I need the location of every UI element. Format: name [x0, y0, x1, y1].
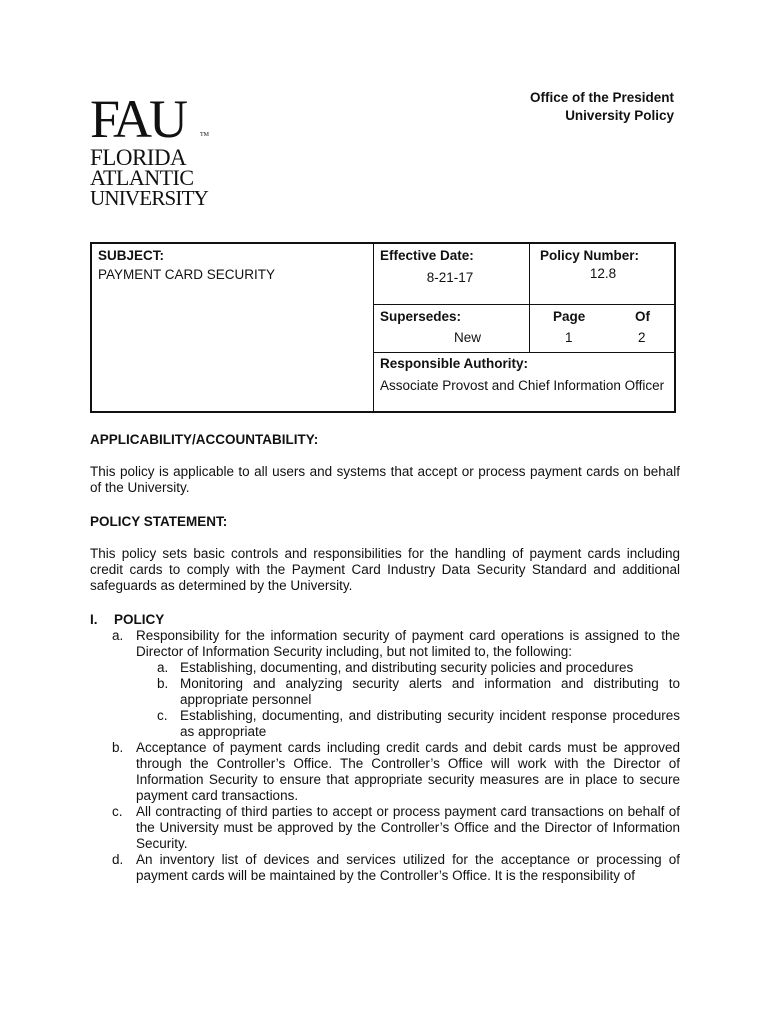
policy-number-value: 12.8: [589, 266, 617, 281]
section-number: I.: [90, 612, 98, 627]
list-item: [90, 804, 680, 852]
fau-logo-mark-text: FAU: [90, 89, 186, 149]
list-item: [90, 628, 680, 660]
sub-item-text: Establishing, documenting, and distributing security incident response procedures as appropriate: [180, 708, 680, 739]
responsible-authority-value: Associate Provost and Chief Information Officer: [380, 378, 665, 393]
table-divider-vertical-right: [529, 244, 530, 352]
applicability-heading: APPLICABILITY/ACCOUNTABILITY:: [90, 432, 319, 447]
trademark-symbol: TM: [200, 132, 209, 138]
effective-date-value: 8-21-17: [426, 270, 474, 285]
policy-info-table: [90, 242, 676, 413]
list-item-text: Acceptance of payment cards including credit cards and debit cards must be approved through the Controller’s Office. The Controller’s Office will work with the Director of Information Security to ensure that appropriate security measures are in place to secure payment card transactions.: [136, 740, 680, 803]
table-divider-vertical-main: [373, 244, 374, 411]
policy-items-list: [90, 628, 680, 884]
responsible-authority-label: Responsible Authority:: [380, 356, 529, 371]
policy-statement-text: This policy sets basic controls and responsibilities for the handling of payment cards including credit cards to comply with the Payment Card Industry Data Security Standard and additional safeguards as determined by the University.: [90, 546, 680, 593]
applicability-text: This policy is applicable to all users and systems that accept or process payment cards on behalf of the University.: [90, 464, 680, 495]
list-item-marker: b.: [112, 740, 124, 755]
fau-logo-mark: [90, 89, 212, 149]
sub-item-text: Establishing, documenting, and distributing security policies and procedures: [180, 660, 634, 675]
section-title: POLICY: [114, 612, 165, 627]
effective-date-label: Effective Date:: [380, 248, 474, 263]
subject-label: SUBJECT:: [98, 248, 165, 263]
sub-item-marker: b.: [157, 676, 169, 691]
policy-type: University Policy: [565, 108, 674, 123]
fau-logo: [90, 89, 212, 216]
of-value: 2: [638, 330, 646, 345]
logo-line-university: UNIVERSITY: [90, 186, 208, 210]
sub-list-item: [90, 660, 680, 676]
list-item-text: An inventory list of devices and services utilized for the acceptance or processing of payment cards will be maintained by the Controller’s Office. It is the responsibility of: [136, 852, 680, 883]
page-value: 1: [565, 330, 573, 345]
list-item: [90, 852, 680, 884]
sub-list-item: [90, 708, 680, 740]
sub-item-marker: a.: [157, 660, 169, 675]
policy-statement-heading: POLICY STATEMENT:: [90, 514, 228, 529]
list-item-text: Responsibility for the information security of payment card operations is assigned to the Director of Information Security including, but not limited to, the following:: [136, 628, 680, 659]
document-header: [530, 89, 674, 125]
page-label: Page: [553, 309, 586, 324]
section-heading: [90, 612, 680, 628]
logo-line-atlantic: ATLANTIC: [90, 165, 194, 190]
supersedes-label: Supersedes:: [380, 309, 462, 324]
logo-line-florida: FLORIDA: [90, 145, 187, 170]
policy-number-label: Policy Number:: [540, 248, 640, 263]
list-item: [90, 740, 680, 804]
sub-item-text: Monitoring and analyzing security alerts and information and distributing to appropriate personnel: [180, 676, 680, 707]
list-item-marker: a.: [112, 628, 124, 643]
sub-item-marker: c.: [157, 708, 168, 723]
office-title: Office of the President: [529, 90, 674, 105]
list-item-text: All contracting of third parties to accept or process payment card transactions on behalf of the University must be approved by the Controller’s Office and the Director of Information Security.: [136, 804, 680, 851]
supersedes-value: New: [454, 330, 482, 345]
subject-value: PAYMENT CARD SECURITY: [98, 267, 276, 282]
of-label: Of: [635, 309, 650, 324]
sub-list-item: [90, 676, 680, 708]
policy-body: [90, 432, 680, 884]
list-item-marker: c.: [112, 804, 123, 819]
table-divider-row2: [374, 352, 674, 353]
list-item-marker: d.: [112, 852, 124, 867]
table-divider-row1: [374, 304, 674, 305]
